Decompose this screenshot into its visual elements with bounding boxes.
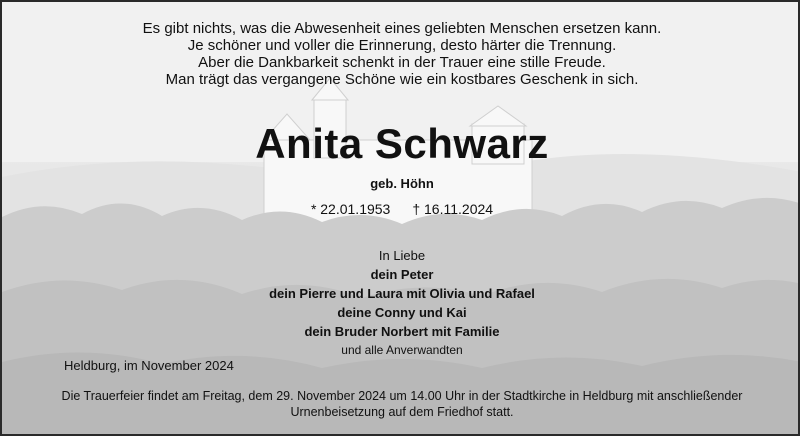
quote-line: Aber die Dankbarkeit schenkt in der Trauer eine stille Freude. bbox=[198, 54, 606, 71]
birth-date: * 22.01.1953 bbox=[310, 201, 391, 217]
funeral-notice bbox=[2, 388, 800, 420]
quote-line: Je schöner und voller die Erinnerung, desto härter die Trennung. bbox=[187, 37, 617, 54]
death-date: † 16.11.2024 bbox=[412, 201, 494, 217]
mourner-line: dein Pierre und Laura mit Olivia und Rafael bbox=[269, 286, 535, 301]
funeral-line: Die Trauerfeier findet am Freitag, dem 29. November 2024 um 14.00 Uhr in der Stadtkirche in Heldburg mit anschließender bbox=[61, 389, 743, 403]
mourners-closing: und alle Anverwandten bbox=[341, 343, 463, 357]
mourner-line: dein Bruder Norbert mit Familie bbox=[304, 324, 500, 339]
memorial-quote bbox=[2, 20, 800, 88]
mourners-list bbox=[2, 246, 800, 360]
birth-name: geb. Höhn bbox=[370, 176, 434, 191]
quote-line: Man trägt das vergangene Schöne wie ein kostbares Geschenk in sich. bbox=[165, 71, 639, 88]
place-date: Heldburg, im November 2024 bbox=[64, 358, 234, 373]
life-dates bbox=[2, 201, 800, 217]
deceased-name: Anita Schwarz bbox=[255, 120, 549, 167]
mourners-intro: In Liebe bbox=[378, 248, 426, 263]
mourner-line: dein Peter bbox=[370, 267, 434, 282]
funeral-line: Urnenbeisetzung auf dem Friedhof statt. bbox=[290, 405, 514, 419]
quote-line: Es gibt nichts, was die Abwesenheit eines geliebten Menschen ersetzen kann. bbox=[142, 20, 662, 37]
mourner-line: deine Conny und Kai bbox=[337, 305, 467, 320]
